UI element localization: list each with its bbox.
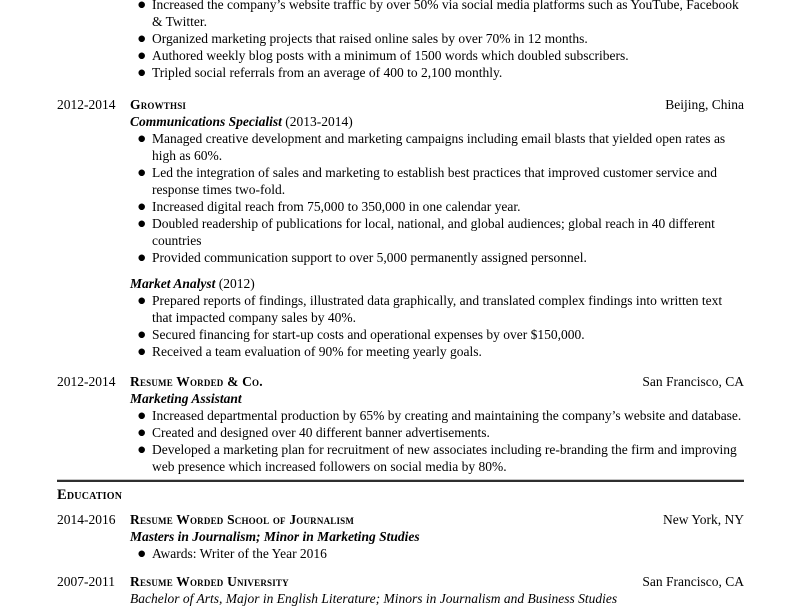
bullet-list [130, 130, 744, 266]
role-title-dates: (2013-2014) [281, 114, 353, 129]
bullet-item [130, 47, 744, 64]
bullet-item [130, 441, 744, 475]
bullet-icon: ● [138, 201, 146, 212]
role-title: Communications Specialist [130, 114, 282, 129]
entry-header [57, 573, 744, 590]
bullet-item [130, 130, 744, 164]
school-name: Resume Worded School of Journalism [130, 512, 355, 527]
bullet-icon: ● [138, 329, 146, 340]
role-title-line [130, 390, 744, 407]
bullet-item [130, 343, 744, 360]
bullet-icon: ● [138, 427, 146, 438]
section-divider [57, 479, 744, 482]
bullet-icon: ● [138, 295, 146, 306]
bullet-icon: ● [138, 218, 146, 229]
bullet-icon: ● [138, 444, 146, 455]
bullet-icon: ● [138, 33, 146, 44]
entry-dates: 2014-2016 [57, 512, 116, 527]
bullet-item [130, 164, 744, 198]
role-title-line [130, 275, 744, 292]
bullet-list [130, 0, 744, 81]
bullet-icon: ● [138, 133, 146, 144]
entry-location: New York, NY [662, 512, 744, 527]
degree-line: Masters in Journalism; Minor in Marketing Studies [130, 529, 420, 544]
bullet-list [130, 292, 744, 360]
bullet-text: Increased the company’s website traffic by over 50% via social media platforms such as YouTube, Facebook & Twitter. [152, 0, 739, 29]
bullet-item [130, 30, 744, 47]
bullet-icon: ● [138, 548, 146, 559]
bullet-text: Managed creative development and marketing campaigns including email blasts that yielded open rates as high as 60%. [152, 131, 726, 163]
bullet-item [130, 545, 744, 562]
entry-dates: 2012-2014 [57, 97, 116, 112]
bullet-text: Secured financing for start-up costs and operational expenses by over $150,000. [152, 327, 585, 342]
bullet-icon: ● [138, 252, 146, 263]
bullet-item [130, 249, 744, 266]
bullet-item [130, 215, 744, 249]
bullet-text: Awards: Writer of the Year 2016 [152, 546, 327, 561]
role-block [130, 275, 744, 360]
bullet-icon: ● [138, 67, 146, 78]
bullet-item [130, 0, 744, 30]
bullet-text: Received a team evaluation of 90% for meeting yearly goals. [152, 344, 482, 359]
entry-header [57, 96, 744, 113]
bullet-text: Led the integration of sales and marketing to establish best practices that improved customer service and response times two-fold. [152, 165, 717, 197]
bullet-text: Doubled readership of publications for local, national, and global audiences; global reach in 40 different countries [152, 216, 715, 248]
bullet-text: Increased digital reach from 75,000 to 350,000 in one calendar year. [152, 199, 521, 214]
company-name: Growthsi [130, 97, 187, 112]
bullet-icon: ● [138, 346, 146, 357]
entry-location: San Francisco, CA [642, 574, 744, 589]
bullet-text: Organized marketing projects that raised online sales by over 70% in 12 months. [152, 31, 588, 46]
bullet-list [130, 407, 744, 475]
school-name: Resume Worded University [130, 574, 289, 589]
bullet-icon: ● [138, 0, 146, 10]
bullet-icon: ● [138, 410, 146, 421]
bullet-item [130, 407, 744, 424]
section-heading-education: Education [57, 487, 123, 503]
bullet-item [130, 292, 744, 326]
role-title: Market Analyst [130, 276, 216, 291]
role-title-line [130, 113, 744, 130]
education-entry-journalism-school [57, 511, 744, 562]
role-title: Marketing Assistant [130, 391, 242, 406]
bullet-item [130, 64, 744, 81]
entry-header [57, 511, 744, 528]
job-entry-resume-worded [57, 373, 744, 475]
entry-dates: 2012-2014 [57, 374, 116, 389]
bullet-text: Developed a marketing plan for recruitment of new associates including re-branding the firm and improving web presence which increased followers on social media by 80%. [152, 442, 737, 474]
entry-location: San Francisco, CA [642, 374, 744, 389]
role-title-dates: (2012) [215, 276, 255, 291]
bullet-list [130, 545, 744, 562]
degree-line: Bachelor of Arts, Major in English Literature; Minors in Journalism and Business Studies [130, 591, 618, 606]
bullet-text: Prepared reports of findings, illustrated data graphically, and translated complex findings into written text that impacted company sales by 40%. [152, 293, 723, 325]
entry-location: Beijing, China [665, 97, 744, 112]
education-entry-university [57, 573, 744, 607]
bullet-text: Provided communication support to over 5,000 permanently assigned personnel. [152, 250, 587, 265]
bullet-text: Created and designed over 40 different banner advertisements. [152, 425, 490, 440]
job-entry-partial [130, 0, 744, 81]
bullet-text: Tripled social referrals from an average of 400 to 2,100 monthly. [152, 65, 503, 80]
company-name: Resume Worded & Co. [130, 374, 263, 389]
job-entry-growthsi [57, 96, 744, 360]
bullet-item [130, 424, 744, 441]
bullet-text: Increased departmental production by 65% by creating and maintaining the company’s website and database. [152, 408, 742, 423]
bullet-text: Authored weekly blog posts with a minimum of 1500 words which doubled subscribers. [152, 48, 629, 63]
bullet-icon: ● [138, 167, 146, 178]
bullet-item [130, 198, 744, 215]
entry-header [57, 373, 744, 390]
bullet-icon: ● [138, 50, 146, 61]
entry-dates: 2007-2011 [57, 574, 115, 589]
bullet-item [130, 326, 744, 343]
